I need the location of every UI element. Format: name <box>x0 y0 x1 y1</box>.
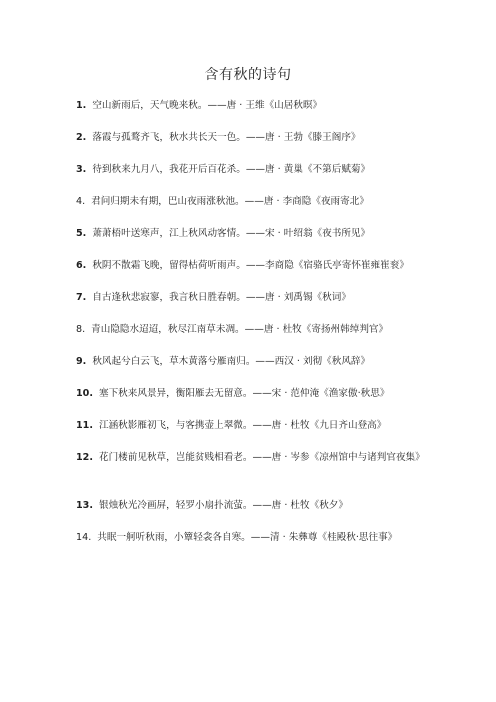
item-number: 7. <box>76 292 87 303</box>
item-number: 11. <box>76 420 93 431</box>
poem-line: 待到秋来九月八，我花开后百花杀。——唐 · 黄巢《不第后赋菊》 <box>92 164 371 175</box>
item-number: 2. <box>76 132 87 143</box>
poem-line: 萧萧梧叶送寒声，江上秋风动客情。——宋 · 叶绍翁《夜书所见》 <box>92 228 371 239</box>
list-item <box>76 258 448 290</box>
item-number: 4. <box>76 196 86 207</box>
item-number: 8. <box>76 324 86 335</box>
poem-line: 落霞与孤鹜齐飞，秋水共长天一色。——唐 · 王勃《滕王阁序》 <box>92 132 361 143</box>
list-item <box>76 226 448 258</box>
poem-line: 秋阴不散霜飞晚，留得枯荷听雨声。——李商隐《宿骆氏亭寄怀崔雍崔衮》 <box>92 260 409 271</box>
list-item <box>76 498 448 530</box>
item-number: 12. <box>76 452 93 463</box>
list-item <box>76 418 448 450</box>
poem-line: 自古逢秋悲寂寥，我言秋日胜春朝。——唐 · 刘禹锡《秋词》 <box>92 292 351 303</box>
poem-line: 君问归期未有期，巴山夜雨涨秋池。——唐 · 李商隐《夜雨寄北》 <box>91 196 369 207</box>
item-number: 10. <box>76 388 93 399</box>
poem-line: 江涵秋影雁初飞，与客携壶上翠微。——唐 · 杜牧《九日齐山登高》 <box>99 420 387 431</box>
item-number: 9. <box>76 356 87 367</box>
list-item <box>76 290 448 322</box>
list-item <box>76 322 448 354</box>
poem-line: 空山新雨后，天气晚来秋。——唐 · 王维《山居秋暝》 <box>92 100 323 111</box>
poem-list <box>76 98 448 562</box>
item-number: 6. <box>76 260 87 271</box>
list-item <box>76 450 448 498</box>
poem-line: 青山隐隐水迢迢，秋尽江南草未凋。——唐 · 杜牧《寄扬州韩绰判官》 <box>91 324 389 335</box>
list-item <box>76 530 448 562</box>
list-item <box>76 386 448 418</box>
list-item <box>76 98 448 130</box>
list-item <box>76 130 448 162</box>
item-number: 3. <box>76 164 87 175</box>
item-number: 5. <box>76 228 87 239</box>
item-number: 13. <box>76 500 93 511</box>
poem-line: 花门楼前见秋草，岂能贫贱相看老。——唐 · 岑参《凉州馆中与诸判官夜集》 <box>99 452 425 463</box>
list-item <box>76 194 448 226</box>
poem-line: 银烛秋光冷画屏，轻罗小扇扑流萤。——唐 · 杜牧《秋夕》 <box>99 500 348 511</box>
page-title: 含有秋的诗句 <box>204 67 292 83</box>
poem-line: 塞下秋来风景异，衡阳雁去无留意。——宋 · 范仲淹《渔家傲·秋思》 <box>99 388 390 399</box>
item-number: 1. <box>76 100 87 111</box>
item-number: 14. <box>76 532 92 543</box>
list-item <box>76 354 448 386</box>
list-item <box>76 162 448 194</box>
poem-line: 秋风起兮白云飞，草木黄落兮雁南归。——西汉 · 刘彻《秋风辞》 <box>92 356 371 367</box>
poem-line: 共眠一舸听秋雨，小簟轻衾各自寒。——清 · 朱彝尊《桂殿秋·思往事》 <box>97 532 398 543</box>
